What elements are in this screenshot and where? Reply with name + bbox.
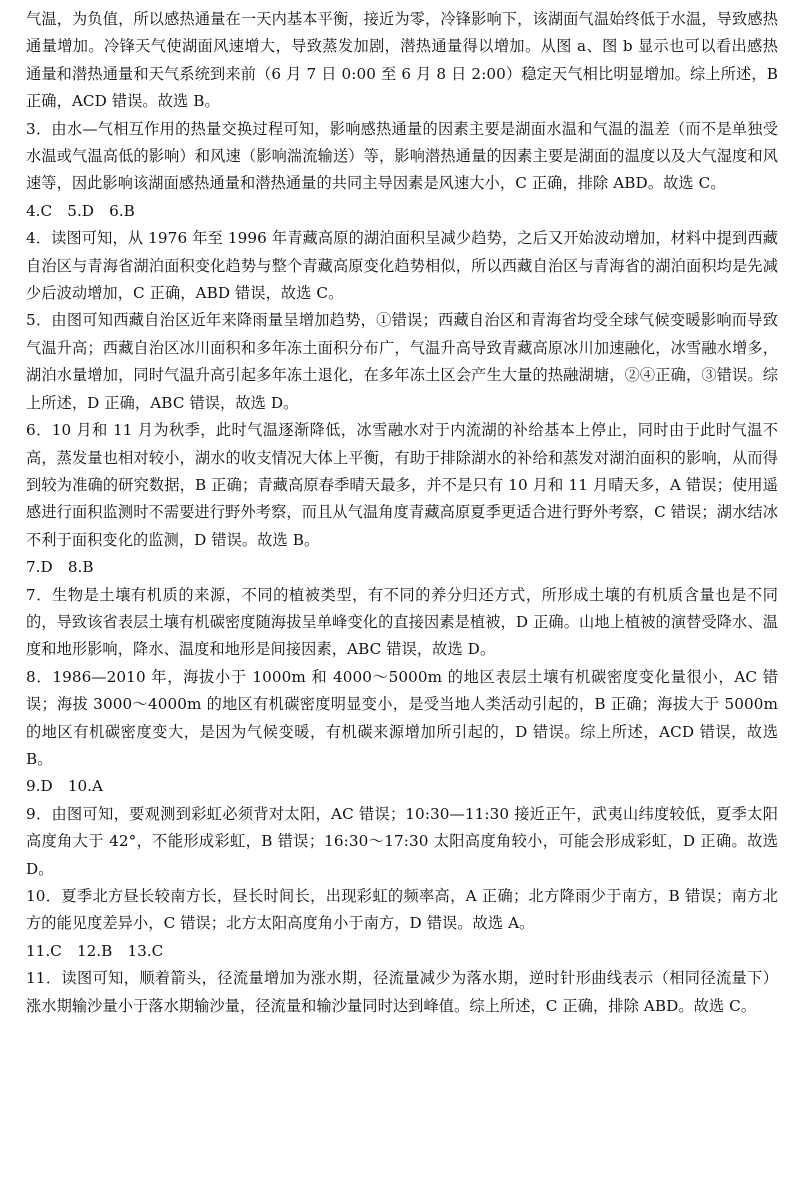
paragraph-q10-explanation: 10．夏季北方昼长较南方长，昼长时间长，出现彩虹的频率高，A 正确；北方降雨少于南方，B 错误；南方北方的能见度差异小，C 错误；北方太阳高度角小于南方，D 错误。故选 A。 — [26, 887, 778, 933]
paragraph-q5-explanation: 5．由图可知西藏自治区近年来降雨量呈增加趋势，①错误；西藏自治区和青海省均受全球气候变暖影响而导致气温升高；西藏自治区冰川面积和多年冻土面积分布广，气温升高导致青藏高原冰川加速融化，冰雪融水增多，湖泊水量增加，同时气温升高引起多年冻土退化，在多年冻土区会产生大量的热融湖塘，②④正确，③错误。综上所述，D 正确，ABC 错误，故选 D。 — [26, 311, 778, 412]
document-page — [26, 6, 778, 1020]
answer-key-4-6: 4.C 5.D 6.B — [26, 201, 135, 220]
paragraph-q8-explanation: 8．1986—2010 年，海拔小于 1000m 和 4000～5000m 的地区表层土壤有机碳密度变化量很小，AC 错误；海拔 3000～4000m 的地区有机碳密度明显变小，是受当地人类活动引起的，B 正确；海拔大于 5000m 的地区有机碳密度变大，是因为气候变暖，有机碳来源增加所引起的，D 错误。综上所述，ACD 错误，故选 B。 — [26, 667, 778, 768]
paragraph-q11-explanation: 11．读图可知，顺着箭头，径流量增加为涨水期，径流量减少为落水期，逆时针形曲线表示（相同径流量下）涨水期输沙量小于落水期输沙量，径流量和输沙量同时达到峰值。综上所述，C 正确，排除 ABD。故选 C。 — [26, 969, 778, 1015]
answer-key-7-8: 7.D 8.B — [26, 558, 94, 577]
paragraph-q4-explanation: 4．读图可知，从 1976 年至 1996 年青藏高原的湖泊面积呈减少趋势，之后又开始波动增加，材料中提到西藏自治区与青海省湖泊面积变化趋势与整个青藏高原变化趋势相似，所以西藏自治区与青海省的湖泊面积均是先减少后波动增加，C 正确，ABD 错误，故选 C。 — [26, 229, 778, 303]
paragraph-q6-explanation: 6．10 月和 11 月为秋季，此时气温逐渐降低，冰雪融水对于内流湖的补给基本上停止，同时由于此时气温不高，蒸发量也相对较小，湖水的收支情况大体上平衡，有助于排除湖水的补给和蒸发对湖泊面积的影响，从而得到较为准确的研究数据，B 正确；青藏高原春季晴天最多，并不是只有 10 月和 11 月晴天多，A 错误；使用遥感进行面积监测时不需要进行野外考察，而且从气温角度青藏高原夏季更适合进行野外考察，C 错误；湖水结冰不利于面积变化的监测，D 错误。故选 B。 — [26, 421, 778, 549]
paragraph-q3-explanation: 3．由水—气相互作用的热量交换过程可知，影响感热通量的因素主要是湖面水温和气温的温差（而不是单独受水温或气温高低的影响）和风速（影响湍流输送）等，影响潜热通量的因素主要是湖面的温度以及大气湿度和风速等，因此影响该湖面感热通量和潜热通量的共同主导因素是风速大小，C 正确，排除 ABD。故选 C。 — [26, 119, 778, 193]
paragraph-q2-continued: 气温，为负值，所以感热通量在一天内基本平衡，接近为零，冷锋影响下，该湖面气温始终低于水温，导致感热通量增加。冷锋天气使湖面风速增大，导致蒸发加剧，潜热通量得以增加。从图 a、图 b 显示也可以看出感热通量和潜热通量和天气系统到来前（6 月 7 日 0:00 至 6 月 8 日 2:00）稳定天气相比明显增加。综上所述，B 正确，ACD 错误。故选 B。 — [26, 10, 778, 111]
answer-key-11-13: 11.C 12.B 13.C — [26, 941, 164, 960]
answer-key-9-10: 9.D 10.A — [26, 777, 103, 796]
paragraph-q9-explanation: 9．由图可知，要观测到彩虹必须背对太阳，AC 错误；10:30—11:30 接近正午，武夷山纬度较低，夏季太阳高度角大于 42°，不能形成彩虹，B 错误；16:30～17:30 太阳高度角较小，可能会形成彩虹，D 正确。故选 D。 — [26, 804, 778, 878]
paragraph-q7-explanation: 7．生物是土壤有机质的来源，不同的植被类型，有不同的养分归还方式，所形成土壤的有机质含量也是不同的，导致该省表层土壤有机碳密度随海拔呈单峰变化的直接因素是植被，D 正确。山地上植被的演替受降水、温度和地形影响，降水、温度和地形是间接因素，ABC 错误，故选 D。 — [26, 585, 778, 659]
